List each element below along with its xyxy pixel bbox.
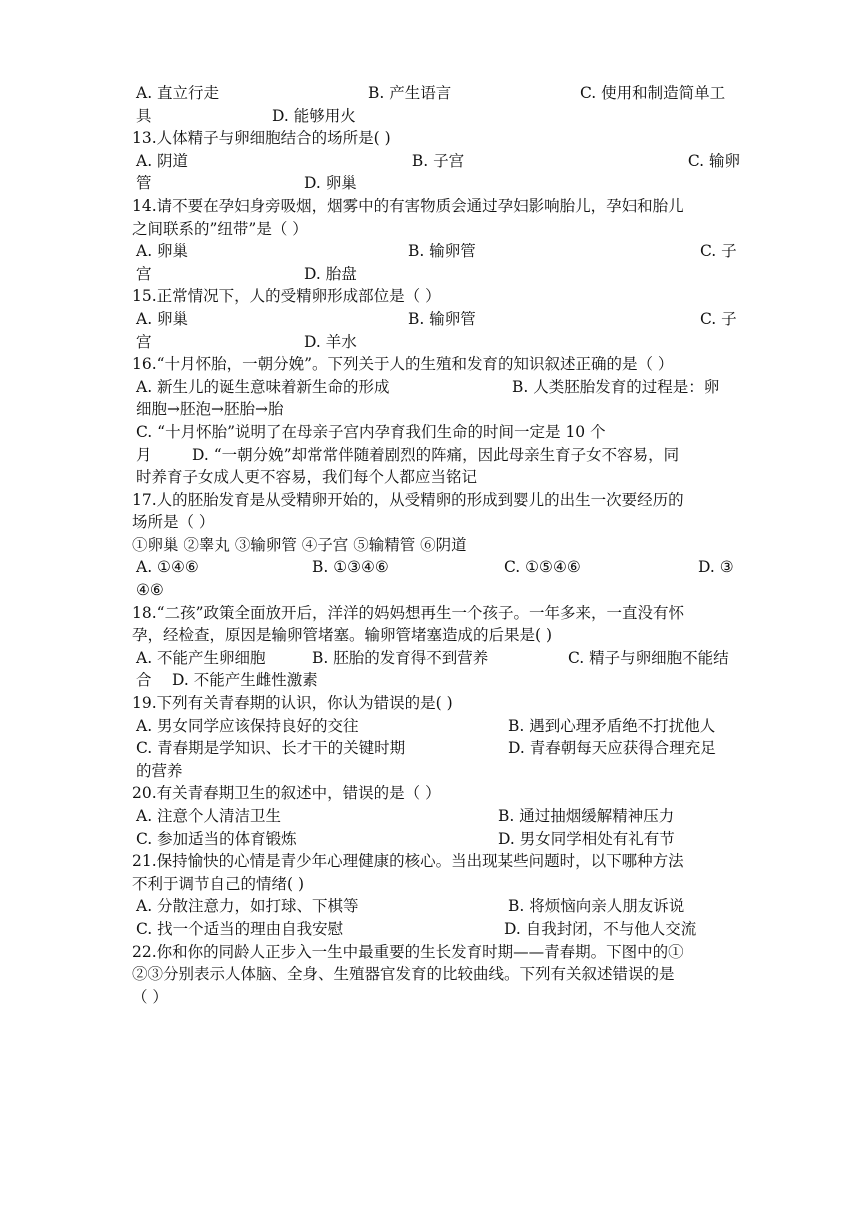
q18-option-c-continued: 合 (136, 671, 152, 690)
q20-option-b: B. 通过抽烟缓解精神压力 (498, 807, 675, 825)
q17-option-d: D. ③ (698, 558, 734, 577)
q14-stem-line-1: 14.请不要在孕妇身旁吸烟，烟雾中的有害物质会通过孕妇影响胎儿，孕妇和胎儿 (132, 196, 684, 215)
q18-options-line-2 (132, 669, 740, 692)
q17-options-line-1 (132, 556, 740, 579)
q22-stem-line-2: ②③分别表示人体脑、全身、生殖器官发育的比较曲线。下列有关叙述错误的是 (132, 965, 675, 984)
q14-options-line-1 (132, 240, 740, 263)
q20-option-a: A. 注意个人清洁卫生 (136, 807, 282, 825)
q16-option-c: C. “十月怀胎”说明了在母亲子宫内孕育我们生命的时间一定是 10 个 (136, 422, 606, 441)
q13-option-a: A. 阴道 (136, 151, 189, 170)
q14-option-b: B. 输卵管 (408, 242, 476, 261)
q20-options-line-2 (132, 828, 740, 851)
q17-option-c: C. ①⑤④⑥ (504, 558, 581, 577)
q19-option-d: D. 青春朝每天应获得合理充足 (508, 739, 716, 758)
q15-option-d: D. 羊水 (304, 332, 357, 351)
q14-options-line-2 (132, 263, 740, 286)
q16-option-d-continued: 时养育子女成人更不容易，我们每个人都应当铭记 (136, 468, 478, 487)
q12-option-b: B. 产生语言 (368, 84, 452, 102)
q16-options-line-1 (132, 376, 740, 399)
q19-option-d-continued: 的营养 (136, 761, 183, 780)
q14-stem-line-2: 之间联系的”纽带”是（ ） (132, 219, 308, 238)
q20-option-c: C. 参加适当的体育锻炼 (136, 829, 297, 848)
q20-stem: 20.有关青春期卫生的叙述中，错误的是（ ） (132, 784, 441, 803)
q12-options-line-2 (132, 105, 740, 128)
q13-stem: 13.人体精子与卵细胞结合的场所是( ) (132, 129, 391, 148)
q20-options-line-1 (132, 805, 740, 828)
q14-option-c-continued: 宫 (136, 264, 152, 283)
q17-option-a: A. ①④⑥ (136, 558, 199, 577)
q21-option-b: B. 将烦恼向亲人朋友诉说 (508, 897, 685, 916)
q22-stem-line-1: 22.你和你的同龄人正步入一生中最重要的生长发育时期——青春期。下图中的① (132, 942, 684, 961)
q14-option-c: C. 子 (700, 242, 737, 261)
q14-option-a: A. 卵巢 (136, 242, 189, 261)
q18-option-a: A. 不能产生卵细胞 (136, 648, 266, 667)
q13-options-line-2 (132, 172, 740, 195)
q19-option-c: C. 青春期是学知识、长才干的关键时期 (136, 739, 406, 758)
q18-stem-line-2: 孕，经检查，原因是输卵管堵塞。输卵管堵塞造成的后果是( ) (132, 626, 553, 645)
q21-options-line-2 (132, 918, 740, 941)
q19-option-a: A. 男女同学应该保持良好的交往 (136, 716, 359, 735)
q19-stem: 19.下列有关青春期的认识，你认为错误的是( ) (132, 694, 453, 713)
q15-option-a: A. 卵巢 (136, 309, 189, 328)
q15-option-c: C. 子 (700, 309, 737, 328)
q14-option-d: D. 胎盘 (304, 264, 357, 283)
q16-option-a: A. 新生儿的诞生意味着新生命的形成 (136, 377, 390, 396)
q19-options-line-1 (132, 715, 740, 738)
q13-options-line-1 (132, 150, 740, 173)
q18-option-c: C. 精子与卵细胞不能结 (568, 648, 729, 667)
q13-option-d: D. 卵巢 (304, 174, 357, 193)
q15-options-line-1 (132, 308, 740, 331)
q17-stem-line-2: 场所是（ ） (132, 513, 215, 532)
q16-options-line-4 (132, 444, 740, 467)
q18-option-b: B. 胚胎的发育得不到营养 (312, 648, 489, 667)
q12-option-c-continued: 具 (136, 106, 152, 125)
q18-options-line-1 (132, 647, 740, 670)
q21-stem-line-1: 21.保持愉快的心情是青少年心理健康的核心。当出现某些问题时，以下哪种方法 (132, 852, 684, 871)
q19-option-b: B. 遇到心理矛盾绝不打扰他人 (508, 716, 716, 735)
q17-option-b: B. ①③④⑥ (312, 558, 389, 577)
q15-options-line-2 (132, 331, 740, 354)
q21-options-line-1 (132, 895, 740, 918)
q22-stem-line-3: （ ） (132, 987, 168, 1006)
q21-option-c: C. 找一个适当的理由自我安慰 (136, 919, 344, 938)
q16-option-d: D. “一朝分娩”却常常伴随着剧烈的阵痛，因此母亲生育子女不容易，同 (192, 445, 680, 464)
question-list (132, 82, 740, 1008)
q16-option-b: B. 人类胚胎发育的过程是：卵 (512, 377, 720, 396)
q17-stem-line-1: 17.人的胚胎发育是从受精卵开始的，从受精卵的形成到婴儿的出生一次要经历的 (132, 490, 684, 509)
q15-option-c-continued: 宫 (136, 332, 152, 351)
q21-stem-line-2: 不利于调节自己的情绪( ) (132, 874, 305, 893)
q15-option-b: B. 输卵管 (408, 309, 476, 328)
q13-option-b: B. 子宫 (411, 151, 465, 170)
q15-stem: 15.正常情况下，人的受精卵形成部位是（ ） (132, 287, 441, 306)
q21-option-a: A. 分散注意力，如打球、下棋等 (136, 897, 359, 916)
q16-stem: 16.“十月怀胎，一朝分娩”。下列关于人的生殖和发育的知识叙述正确的是（ ） (132, 355, 674, 374)
q12-options-line-1 (132, 82, 740, 105)
q18-option-d: D. 不能产生雌性激素 (172, 671, 318, 690)
q18-stem-line-1: 18.“二孩”政策全面放开后，洋洋的妈妈想再生一个孩子。一年多来，一直没有怀 (132, 603, 685, 622)
q20-option-d: D. 男女同学相处有礼有节 (498, 829, 675, 848)
q13-option-c-continued: 管 (136, 174, 152, 193)
q16-option-c-continued: 月 (136, 445, 152, 464)
q17-item-list: ①卵巢 ②睾丸 ③输卵管 ④子宫 ⑤输精管 ⑥阴道 (132, 535, 467, 554)
q16-option-b-continued: 细胞→胚泡→胚胎→胎 (136, 400, 284, 419)
q17-option-d-continued: ④⑥ (136, 581, 164, 600)
q21-option-d: D. 自我封闭，不与他人交流 (504, 919, 697, 938)
q12-option-a: A. 直立行走 (136, 84, 220, 102)
q13-option-c: C. 输卵 (687, 151, 740, 170)
q12-option-c: C. 使用和制造简单工 (580, 84, 726, 102)
q12-option-d: D. 能够用火 (272, 106, 356, 125)
q19-options-line-2 (132, 737, 740, 760)
